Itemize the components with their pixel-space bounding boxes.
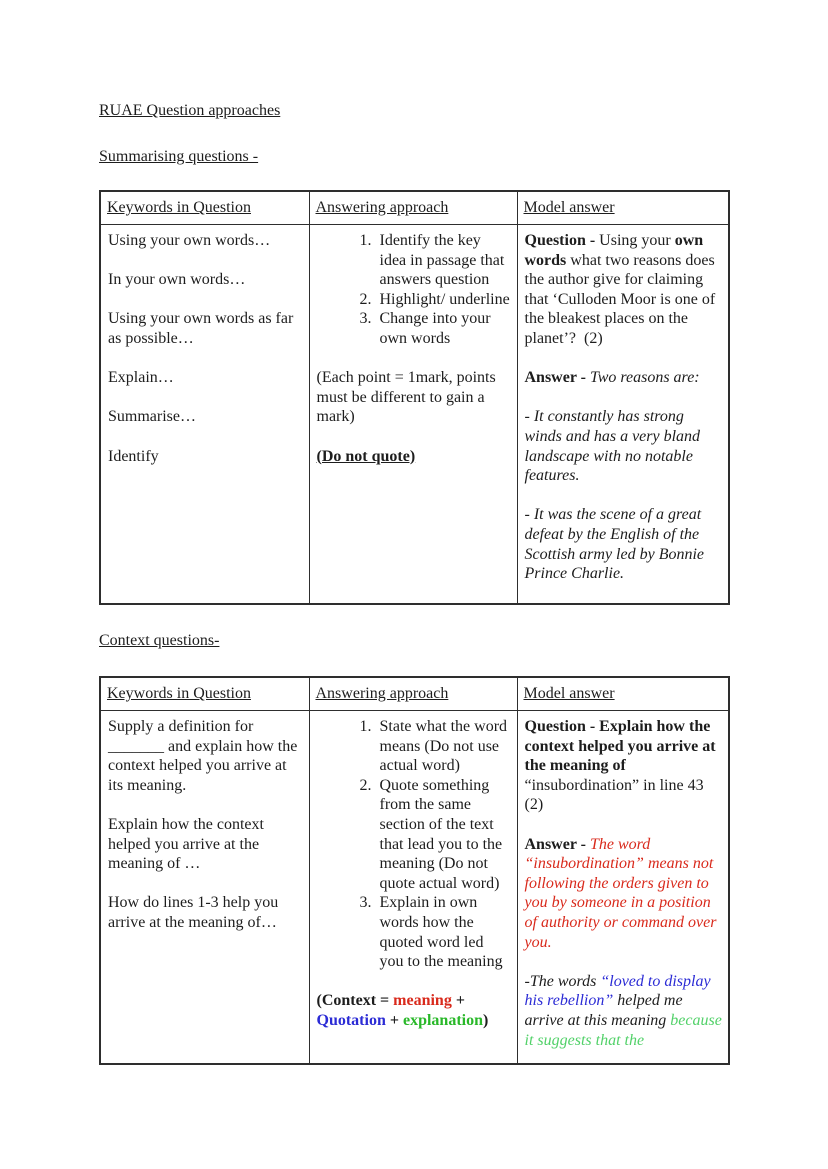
header-model bbox=[517, 191, 729, 225]
header-keywords bbox=[100, 191, 309, 225]
answer-point: - It constantly has strong winds and has a very bland landscape with no notable features. bbox=[524, 408, 701, 485]
question-text: Using your bbox=[599, 232, 675, 249]
evidence-quote: “loved to display his rebellion” bbox=[524, 972, 711, 1010]
formula-close: ) bbox=[482, 1011, 489, 1029]
approach-cell bbox=[309, 711, 517, 1065]
header-model-label: Model answer bbox=[523, 199, 615, 217]
header-model-label: Model answer bbox=[523, 685, 615, 703]
marking-note: (Each point = 1mark, points must be different to gain a mark) bbox=[316, 369, 496, 426]
evidence-intro: -The words bbox=[524, 972, 601, 990]
formula-plus: + bbox=[385, 1011, 403, 1029]
header-model bbox=[517, 677, 729, 711]
table-header-row bbox=[100, 191, 729, 225]
keyword-item: In your own words… bbox=[108, 271, 246, 289]
header-approach-label: Answering approach bbox=[315, 199, 449, 217]
formula-meaning: meaning bbox=[393, 992, 452, 1010]
section-heading-context: Context questions- bbox=[99, 632, 220, 649]
section-heading-summarising: Summarising questions - bbox=[99, 148, 259, 165]
answer-intro-text: Two reasons are: bbox=[589, 369, 700, 387]
context-table bbox=[99, 676, 730, 1065]
keywords-cell bbox=[100, 225, 309, 605]
approach-step: 1. State what the word means (Do not use actual word) bbox=[376, 717, 511, 776]
header-approach bbox=[309, 191, 517, 225]
table-header-row bbox=[100, 677, 729, 711]
do-not-quote-warning bbox=[317, 447, 511, 467]
page-title: RUAE Question approaches bbox=[99, 102, 281, 119]
formula-plus: + bbox=[451, 992, 465, 1010]
keyword-item: Identify bbox=[108, 447, 159, 465]
summarising-table bbox=[99, 190, 730, 605]
header-keywords-label: Keywords in Question bbox=[107, 685, 251, 703]
answer-label: Answer - bbox=[524, 835, 590, 853]
answer-label: Answer - bbox=[524, 369, 590, 387]
keyword-item: Using your own words as far as possible… bbox=[108, 310, 294, 347]
answer-evidence bbox=[525, 972, 723, 1050]
formula-quotation: Quotation bbox=[316, 1011, 386, 1029]
answer-definition-text: The word “insubordination” means not following the orders given to you by someone in a position of authority or command over you. bbox=[524, 835, 717, 951]
table-body-row bbox=[100, 225, 729, 605]
approach-step: 1. Identify the key idea in passage that answers question bbox=[376, 231, 511, 290]
approach-step: 2. Highlight/ underline bbox=[376, 290, 511, 310]
question-bold-phrase: own words bbox=[524, 232, 708, 269]
approach-step: 2. Quote something from the same section of the text that lead you to the meaning (Do not quote actual word) bbox=[376, 776, 511, 894]
formula-open: (Context = bbox=[316, 992, 394, 1010]
formula-explanation: explanation bbox=[402, 1011, 483, 1029]
evidence-explanation: because it suggests that the bbox=[524, 1011, 722, 1049]
model-question bbox=[525, 231, 723, 349]
header-approach-label: Answering approach bbox=[315, 685, 449, 703]
evidence-middle: helped me arrive at this meaning bbox=[524, 992, 683, 1029]
header-keywords bbox=[100, 677, 309, 711]
question-label: Question - bbox=[524, 232, 600, 249]
header-keywords-label: Keywords in Question bbox=[107, 199, 251, 217]
question-text: what two reasons does the author give for claiming that ‘Culloden Moor is one of the bleakest places on the planet’? (2) bbox=[524, 251, 720, 347]
question-text: “insubordination” in line 43 (2) bbox=[524, 776, 704, 814]
model-answer-cell bbox=[517, 711, 729, 1065]
keyword-item: Explain… bbox=[108, 369, 174, 387]
table-body-row bbox=[100, 711, 729, 1065]
model-answer-intro bbox=[525, 368, 723, 388]
keyword-item: How do lines 1-3 help you arrive at the meaning of… bbox=[108, 894, 279, 931]
context-formula bbox=[317, 991, 511, 1030]
approach-steps-list bbox=[317, 231, 511, 349]
keyword-item: Supply a definition for _______ and explain how the context helped you arrive at its meaning. bbox=[108, 718, 298, 794]
model-question bbox=[525, 717, 723, 815]
model-answer-cell bbox=[517, 225, 729, 605]
header-approach bbox=[309, 677, 517, 711]
model-answer-definition bbox=[525, 835, 723, 953]
question-bold-phrase: Question - Explain how the context helped you arrive at the meaning of bbox=[524, 718, 716, 775]
keyword-item: Summarise… bbox=[108, 408, 196, 426]
do-not-quote-text: (Do not quote) bbox=[316, 447, 416, 465]
approach-cell bbox=[309, 225, 517, 605]
approach-steps-list bbox=[317, 717, 511, 972]
approach-step: 3. Explain in own words how the quoted word led you to the meaning bbox=[376, 893, 511, 971]
answer-point: - It was the scene of a great defeat by the English of the Scottish army led by Bonnie Prince Charlie. bbox=[524, 506, 705, 583]
keyword-item: Using your own words… bbox=[108, 232, 271, 249]
keywords-cell bbox=[100, 711, 309, 1065]
keyword-item: Explain how the context helped you arrive at the meaning of … bbox=[108, 815, 264, 873]
approach-step: 3. Change into your own words bbox=[376, 309, 511, 348]
